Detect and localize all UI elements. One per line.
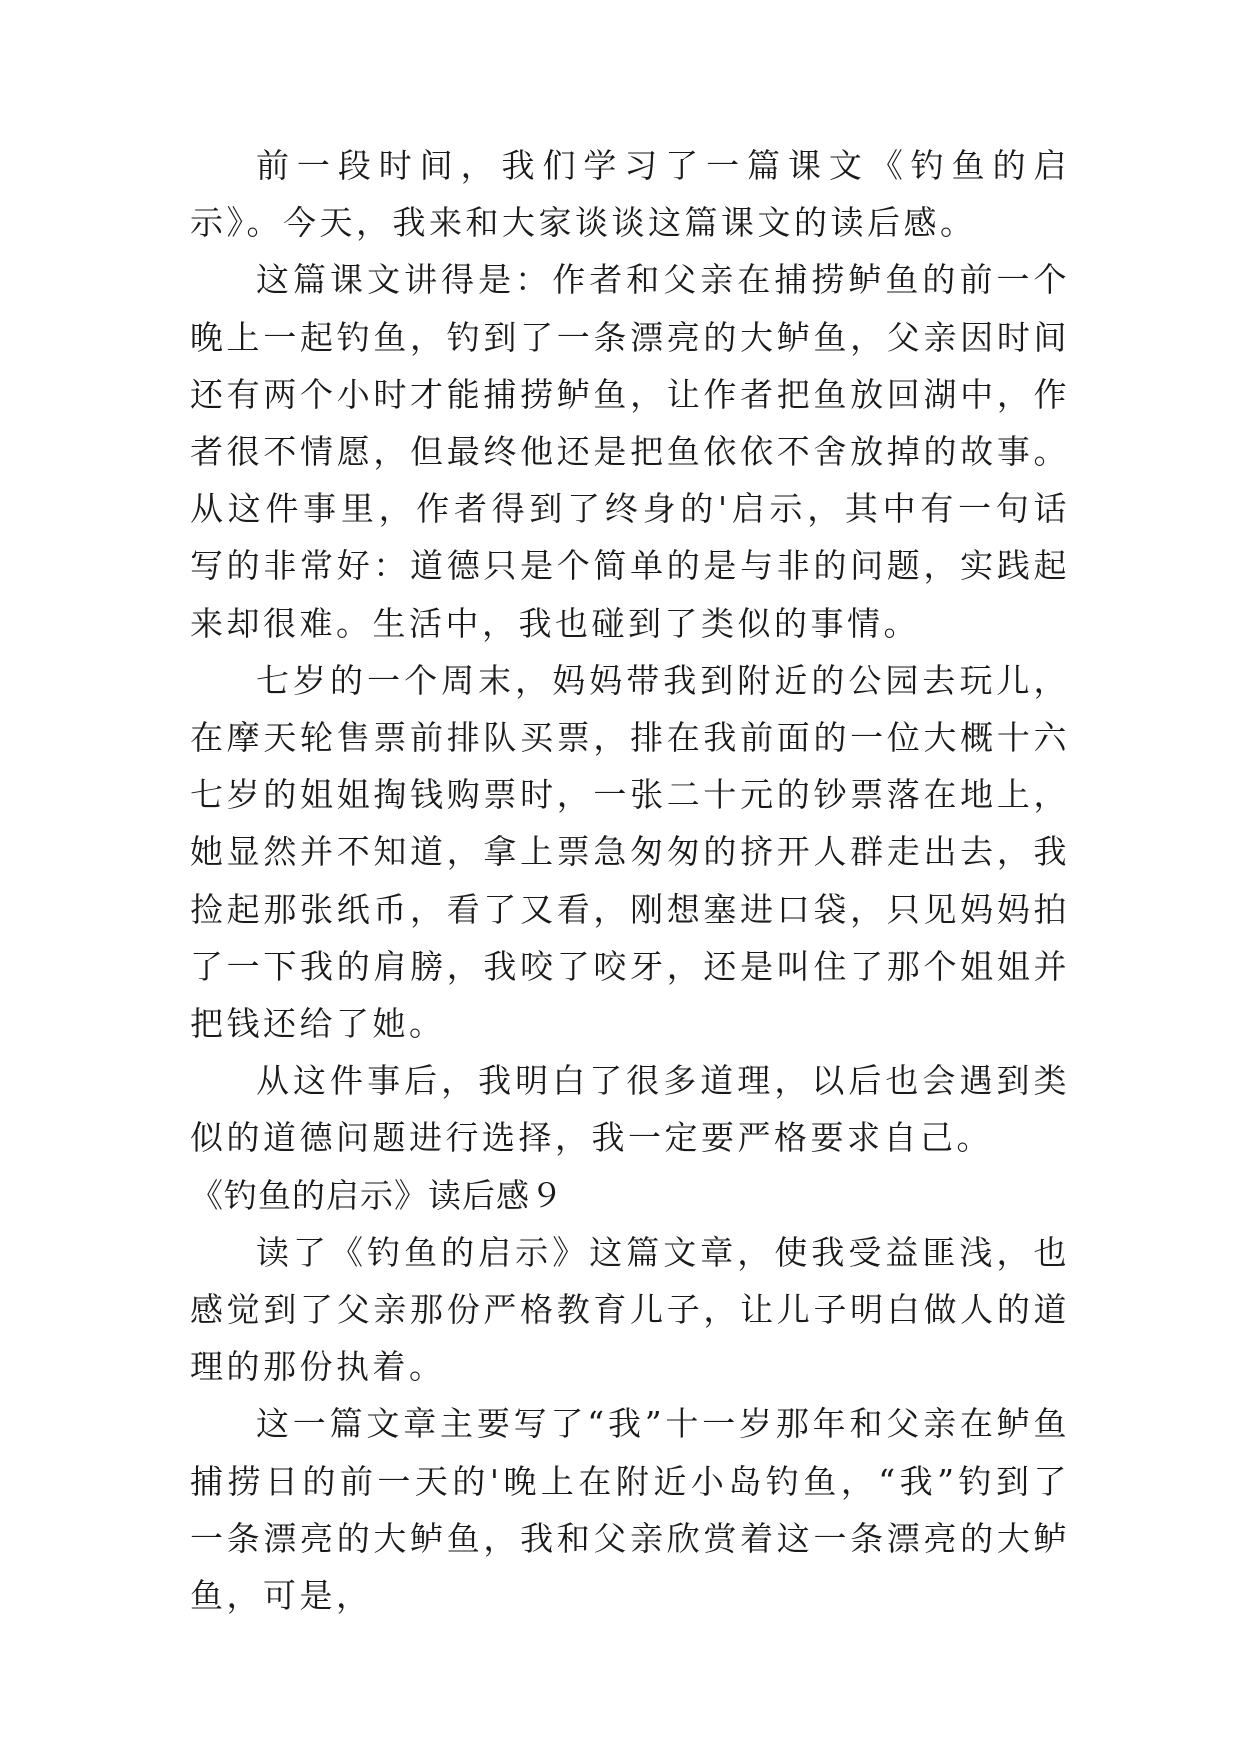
paragraph-section-intro: 读了《钓鱼的启示》这篇文章，使我受益匪浅，也感觉到了父亲那份严格教育儿子，让儿子明白做人的道理的那份执着。 <box>190 1232 1070 1387</box>
paragraph-conclusion: 从这件事后，我明白了很多道理，以后也会遇到类似的道德问题进行选择，我一定要严格要求自己。 <box>190 1061 1070 1158</box>
document-body <box>190 137 1070 1624</box>
section-heading: 《钓鱼的启示》读后感９ <box>190 1175 564 1215</box>
paragraph-summary: 这篇课文讲得是：作者和父亲在捕捞鲈鱼的前一个晚上一起钓鱼，钓到了一条漂亮的大鲈鱼，父亲因时间还有两个小时才能捕捞鲈鱼，让作者把鱼放回湖中，作者很不情愿，但最终他还是把鱼依依不舍放掉的故事。从这件事里，作者得到了终身的'启示，其中有一句话写的非常好：道德只是个简单的是与非的问题，实践起来却很难。生活中，我也碰到了类似的事情。 <box>190 260 1070 643</box>
paragraph-story: 七岁的一个周末，妈妈带我到附近的公园去玩儿，在摩天轮售票前排队买票，排在我前面的一位大概十六七岁的姐姐掏钱购票时，一张二十元的钞票落在地上，她显然并不知道，拿上票急匆匆的挤开人群走出去，我捡起那张纸币，看了又看，刚想塞进口袋，只见妈妈拍了一下我的肩膀，我咬了咬牙，还是叫住了那个姐姐并把钱还给了她。 <box>190 660 1070 1044</box>
paragraph-section-body: 这一篇文章主要写了“我”十一岁那年和父亲在鲈鱼捕捞日的前一天的'晚上在附近小岛钓鱼，“我”钓到了一条漂亮的大鲈鱼，我和父亲欣赏着这一条漂亮的大鲈鱼，可是， <box>190 1404 1070 1616</box>
paragraph-intro: 前一段时间，我们学习了一篇课文《钓鱼的启示》。今天，我来和大家谈谈这篇课文的读后感。 <box>190 146 1070 243</box>
